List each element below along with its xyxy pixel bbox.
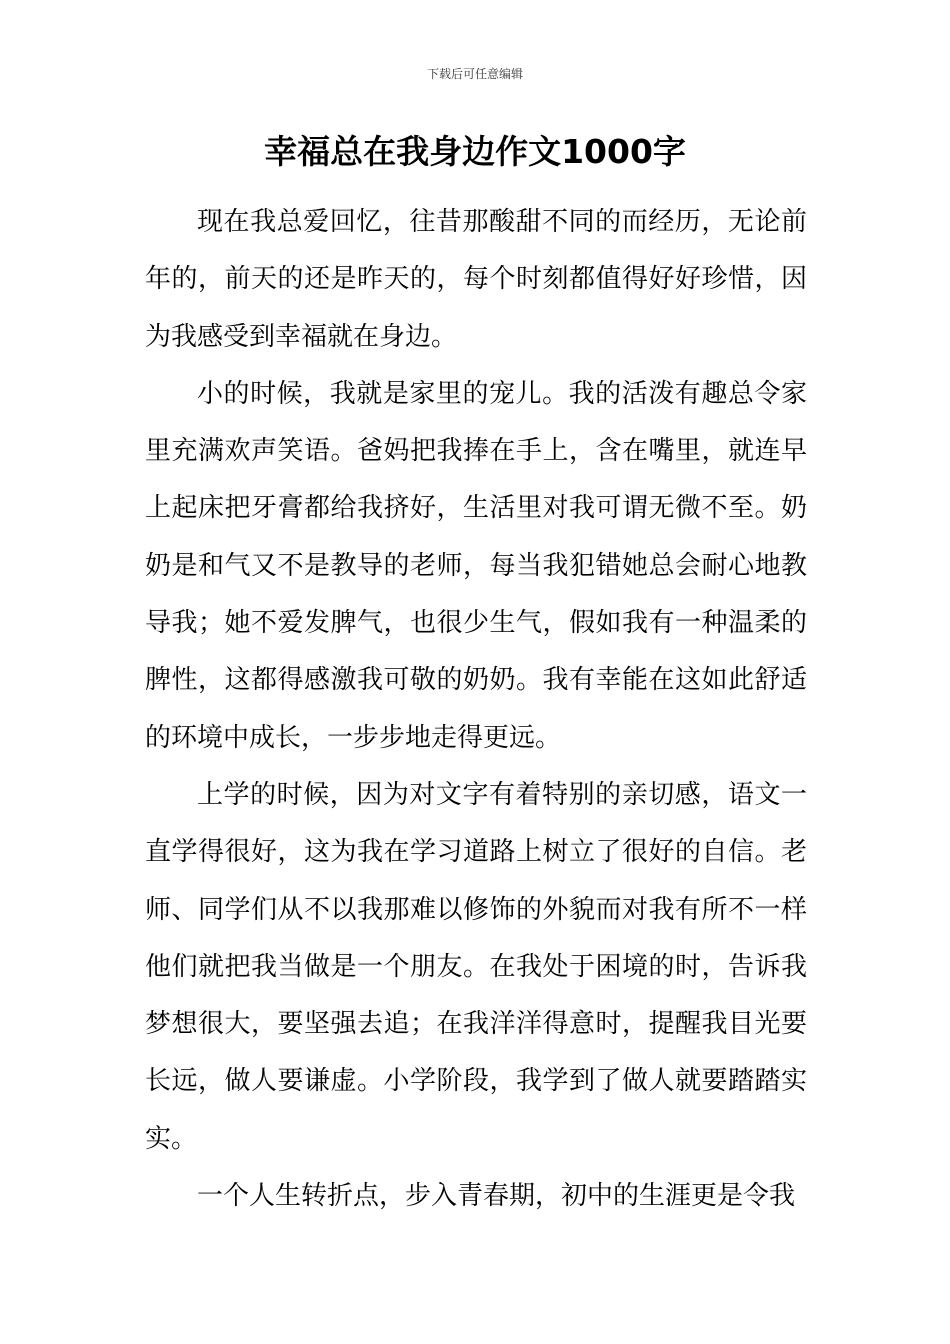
header-note: 下载后可任意编辑	[426, 67, 523, 81]
document-title: 幸福总在我身边作文1000字	[264, 132, 686, 171]
paragraph-3: 上学的时候，因为对文字有着特别的亲切感，语文一直学得很好，这为我在学习道路上树立了很好的自信。老师、同学们从不以我那难以修饰的外貌而对我有所不一样他们就把我当做是一个朋友。在我处于困境的时，告诉我梦想很大，要坚强去追；在我洋洋得意时，提醒我目光要长远，做人要谦虚。小学阶段，我学到了做人就要踏踏实实。	[145, 779, 807, 1154]
paragraph-2: 小的时候，我就是家里的宠儿。我的活泼有趣总令家里充满欢声笑语。爸妈把我捧在手上，含在嘴里，就连早上起床把牙膏都给我挤好，生活里对我可谓无微不至。奶奶是和气又不是教导的老师，每当我犯错她总会耐心地教导我；她不爱发脾气，也很少生气，假如我有一种温柔的脾性，这都得感激我可敬的奶奶。我有幸能在这如此舒适的环境中成长，一步步地走得更远。	[145, 378, 807, 753]
paragraph-1: 现在我总爱回忆，往昔那酸甜不同的而经历，无论前年的，前天的还是昨天的，每个时刻都值得好好珍惜，因为我感受到幸福就在身边。	[145, 207, 807, 352]
document-body	[145, 194, 807, 1225]
paragraph-4: 一个人生转折点，步入青春期，初中的生涯更是令我	[197, 1181, 796, 1212]
